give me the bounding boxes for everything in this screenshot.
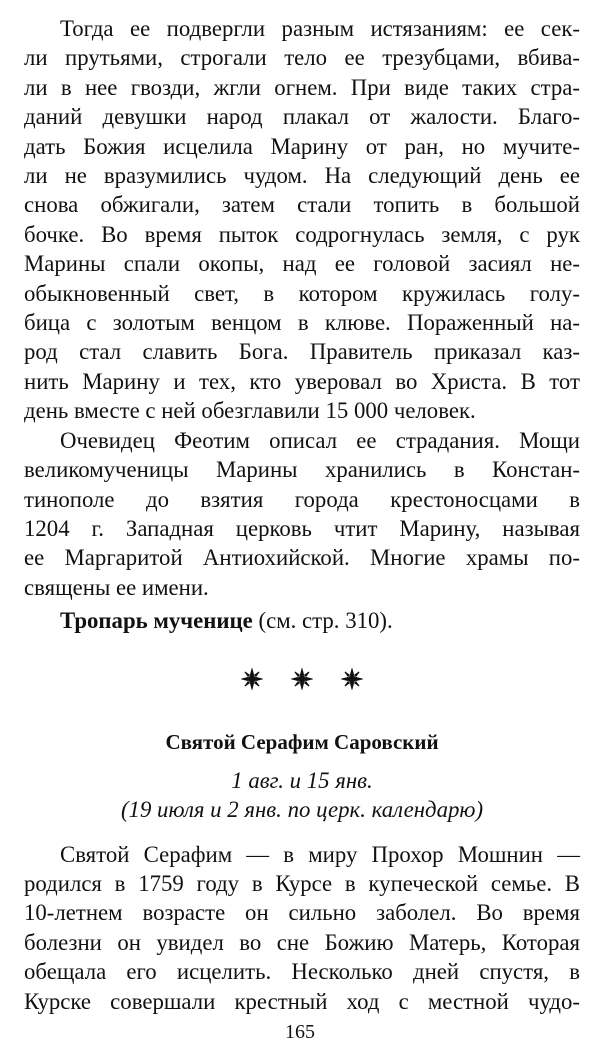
text-line: ли в нее гвозди, жгли огнем. При виде таких стра-	[24, 74, 580, 100]
text-line: тинополе до взятия города крестоносцами в	[24, 486, 580, 512]
text-line: Курске совершали крестный ход с местной чудо-	[24, 988, 580, 1014]
text-line: священы ее имени.	[24, 574, 209, 600]
feast-dates	[24, 766, 580, 824]
text-line: великомученицы Марины хранились в Констан-	[24, 457, 580, 483]
troparion-reference	[24, 606, 580, 635]
text-line: 1204 г. Западная церковь чтит Марину, называя	[24, 515, 580, 541]
paragraph-seraphim	[24, 840, 580, 1016]
text-line: ее Маргаритой Антиохийской. Многие храмы по-	[24, 545, 580, 571]
text-line: обещала его исцелить. Несколько дней спустя, в	[24, 959, 580, 985]
text-line: ли прутьями, строгали тело ее трезубцами, вбива-	[24, 45, 580, 71]
text-line: даний девушки народ плакал от жалости. Благо-	[24, 104, 580, 130]
saint-title: Святой Серафим Саровский	[165, 729, 439, 754]
page-number: 165	[285, 1021, 315, 1043]
text-line: день вместе с ней обезглавили 15 000 человек.	[24, 398, 476, 424]
paragraph-feotim	[24, 426, 580, 602]
feast-dates-line: 1 авг. и 15 янв.	[231, 767, 373, 793]
text-line: дать Божия исцелила Марину от ран, но мучите-	[24, 133, 580, 159]
text-line: 10-летнем возрасте он сильно заболел. Во время	[24, 900, 580, 926]
text-line: болезни он увидел во сне Божию Матерь, Которая	[24, 929, 580, 955]
troparion-label: Тропарь мученице	[60, 608, 253, 634]
text-line: родился в 1759 году в Курсе в купеческой семье. В	[24, 870, 580, 896]
text-line: Тогда ее подвергли разным истязаниям: ее сек-	[60, 16, 580, 41]
flower-ornament-icon	[341, 668, 363, 690]
paragraph-marina-torments	[24, 14, 580, 426]
text-line: снова обжигали, затем стали топить в большой	[24, 192, 580, 218]
text-line: нить Марину и тех, кто уверовал во Христа. В тот	[24, 368, 580, 394]
page	[24, 14, 580, 1016]
flower-ornament-icon	[241, 668, 263, 690]
flower-ornament-icon	[291, 668, 313, 690]
text-line: бочке. Во время пыток содрогнулась земля, с рук	[24, 221, 580, 247]
text-line: ли не вразумились чудом. На следующий день ее	[24, 163, 580, 189]
section-divider	[24, 668, 580, 692]
feast-dates-line: (19 июля и 2 янв. по церк. календарю)	[120, 796, 484, 822]
text-line: род стал славить Бога. Правитель приказал каз-	[24, 339, 580, 365]
text-line: Святой Серафим — в миру Прохор Мошнин —	[60, 841, 580, 867]
troparion-page-ref: (см. стр. 310).	[252, 608, 393, 634]
text-line: Марины спали окопы, над ее головой засиял не-	[24, 251, 580, 277]
text-line: Очевидец Феотим описал ее страдания. Мощи	[60, 427, 580, 453]
text-line: бица с золотым венцом в клюве. Пораженный на-	[24, 310, 580, 336]
text-line: обыкновенный свет, в котором кружилась голу-	[24, 280, 580, 306]
